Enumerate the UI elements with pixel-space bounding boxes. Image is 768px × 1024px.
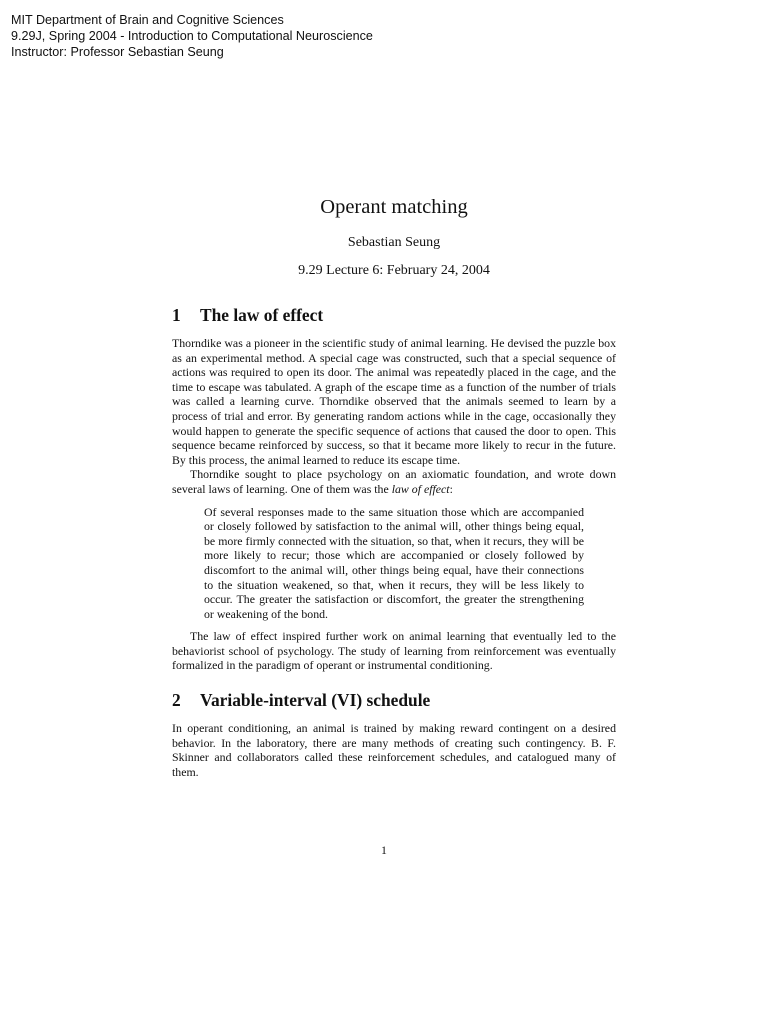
paper-title: Operant matching xyxy=(320,196,468,218)
section-title-2: Variable-interval (VI) schedule xyxy=(200,690,431,711)
section-number-1: 1 xyxy=(172,305,181,325)
section1-paragraph-1: Thorndike was a pioneer in the scientific study of animal learning. He devised the puzzle box as an experimental method. A special cage was constructed, such that a special sequence of actions was required to open its door. The animal was repeatedly placed in the cage, and the time to escape was tabulated. A graph of the escape time as a function of the number of trials was called a learning curve. Thorndike observed that the animals seemed to learn by a process of trial and error. By generating random actions while in the cage, occasionally they would happen to generate the specific sequence of actions that caused the door to open. This sequence became reinforced by success, so that it became more likely to recur in the future. By this process, the animal learned to reduce its escape time. xyxy=(172,336,616,467)
paper-author: Sebastian Seung xyxy=(347,235,441,250)
section2-paragraph-1: In operant conditioning, an animal is trained by making reward contingent on a desired behavior. In the laboratory, there are many methods of creating such contingency. B. F. Skinner and collaborators called these reinforcement schedules, and catalogued many of them. xyxy=(172,721,616,779)
law-of-effect-quote: Of several responses made to the same situation those which are accompanied or closely followed by satisfaction to the animal will, other things being equal, be more firmly connected with the situation, so that, when it recurs, they will be more likely to recur; those which are accompanied or closely followed by discomfort to the animal will, other things being equal, have their connections to the situation weakened, so that, when it recurs, they will be less likely to occur. The greater the satisfaction or discomfort, the greater the strengthening or weakening of the bond. xyxy=(204,504,584,621)
course-header xyxy=(11,12,373,60)
section-heading-2 xyxy=(172,689,616,711)
header-instructor: Instructor: Professor Sebastian Seung xyxy=(11,45,224,59)
law-of-effect-term: law of effect xyxy=(391,481,450,496)
section1-paragraph-3: The law of effect inspired further work on animal learning that eventually led to the behaviorist school of psychology. The study of learning from reinforcement was eventually formalized in the paradigm of operant or instrumental conditioning. xyxy=(172,629,616,673)
header-course: 9.29J, Spring 2004 - Introduction to Computational Neuroscience xyxy=(11,29,373,43)
section1-paragraph-2 xyxy=(172,467,616,496)
section-title-1: The law of effect xyxy=(200,305,324,325)
header-department: MIT Department of Brain and Cognitive Sciences xyxy=(11,13,284,27)
paper-body xyxy=(172,192,616,779)
paper-date: 9.29 Lecture 6: February 24, 2004 xyxy=(298,263,490,278)
section1-paragraph-2-text: Thorndike sought to place psychology on an axiomatic foundation, and wrote down several laws of learning. One of them was the xyxy=(172,467,616,496)
section-number-2: 2 xyxy=(172,690,181,711)
page-number: 1 xyxy=(381,843,387,857)
section-heading-1 xyxy=(172,304,616,326)
section1-paragraph-2-colon: : xyxy=(449,481,453,496)
